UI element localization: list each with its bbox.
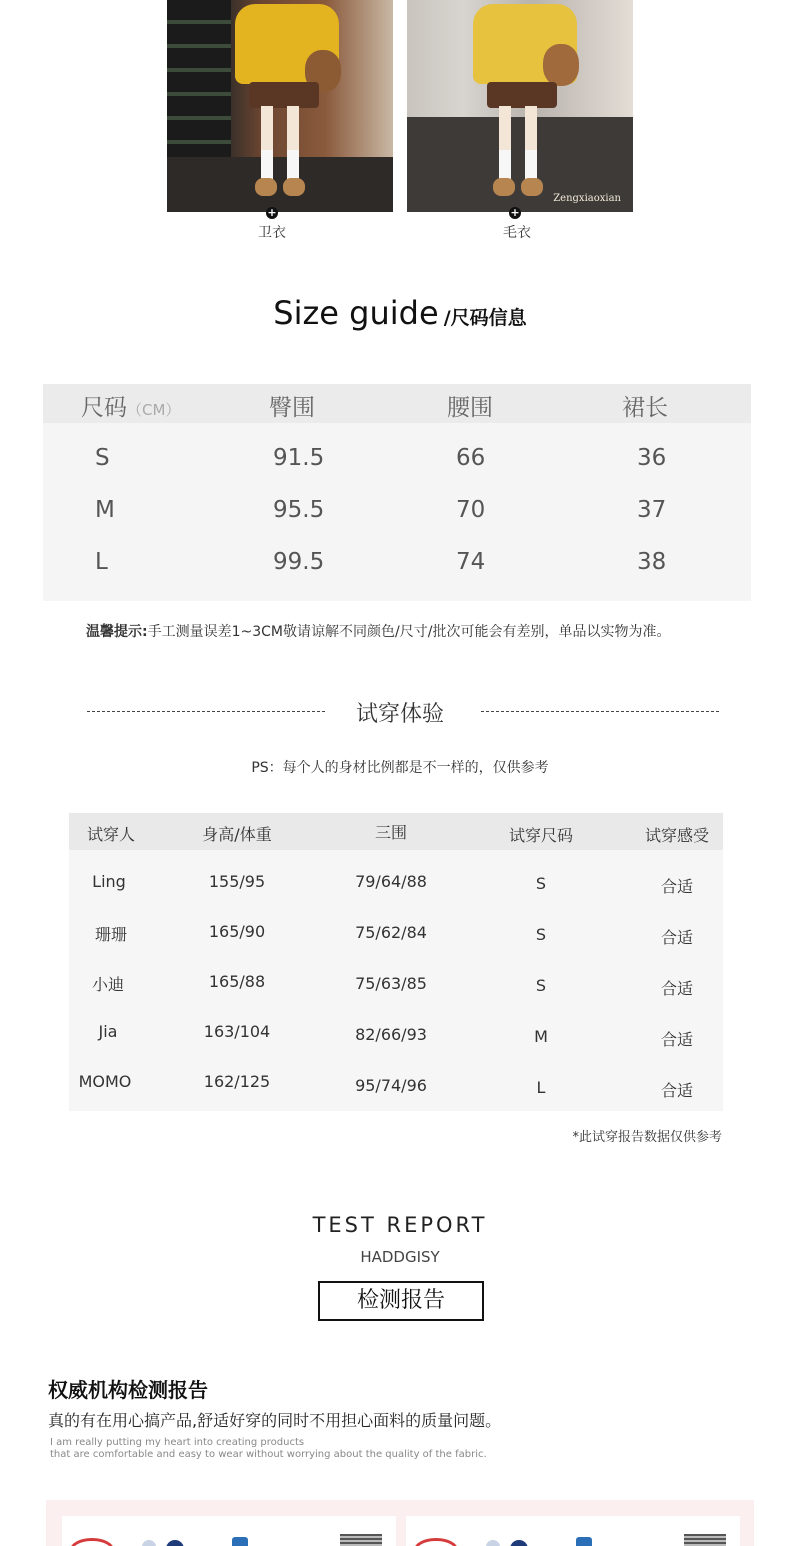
hip-header: 臀围 <box>269 395 315 421</box>
height-weight-cell: 165/90 <box>208 922 266 941</box>
height-weight-cell: 155/95 <box>208 872 266 891</box>
length-header: 裙长 <box>622 395 668 421</box>
size-cell: L <box>95 549 108 575</box>
test-report-title: TEST REPORT <box>312 1213 488 1237</box>
hip-cell: 99.5 <box>273 549 325 575</box>
size-guide-title-cn: /尺码信息 <box>443 307 527 329</box>
waist-header: 腰围 <box>447 395 493 421</box>
measurements-cell: 95/74/96 <box>355 1076 427 1095</box>
shoe <box>493 178 515 196</box>
length-cell: 36 <box>637 445 667 471</box>
english-line: I am really putting my heart into creating products <box>50 1437 305 1448</box>
plus-icon[interactable]: + <box>267 206 277 219</box>
shoe <box>283 178 305 196</box>
unit-label: （CM） <box>127 401 181 419</box>
size-cell: S <box>95 445 110 471</box>
height-weight-cell: 165/88 <box>208 972 266 991</box>
try-on-title: 试穿体验 <box>355 702 444 727</box>
size-cell: S <box>535 925 547 944</box>
size-header <box>81 389 180 422</box>
size-table <box>43 384 751 601</box>
qr-code-icon <box>340 1534 382 1546</box>
photo-caption-hoodie: 卫衣 <box>258 225 286 241</box>
sock <box>261 150 273 180</box>
outfit-photo-hoodie <box>167 0 393 212</box>
measurements-cell: 75/62/84 <box>355 923 427 942</box>
size-cell: M <box>534 1027 548 1046</box>
try-on-note: *此试穿报告数据仅供参考 <box>572 1130 722 1145</box>
size-header-label: 尺码 <box>81 395 127 421</box>
size-tip <box>86 621 670 641</box>
tester-cell: 小迪 <box>91 975 125 994</box>
tester-cell: Jia <box>98 1022 118 1041</box>
cert-logo-icon <box>510 1540 528 1546</box>
try-on-ps: PS：每个人的身材比例都是不一样的，仅供参考 <box>251 760 549 776</box>
height-weight-cell: 162/125 <box>203 1072 271 1091</box>
cert-logo-icon <box>576 1537 592 1546</box>
tester-cell: MOMO <box>78 1072 132 1091</box>
tester-cell: Ling <box>92 872 126 891</box>
seal-icon <box>414 1538 458 1546</box>
brand-name: HADDGISY <box>360 1248 440 1266</box>
dashed-divider <box>481 711 719 712</box>
authority-report-subtitle: 真的有在用心搞产品,舒适好穿的同时不用担心面料的质量问题。 <box>48 1411 502 1430</box>
tester-cell: 珊珊 <box>94 925 128 944</box>
size-guide-title-en: Size guide <box>273 294 439 332</box>
model-figure <box>225 0 345 212</box>
hip-cell: 91.5 <box>273 445 325 471</box>
plus-icon[interactable]: + <box>510 206 520 219</box>
cert-logo-icon <box>232 1537 248 1546</box>
tip-label: 温馨提示: <box>86 624 148 640</box>
waist-cell: 70 <box>456 497 486 523</box>
test-report-button[interactable]: 检测报告 <box>318 1281 484 1321</box>
waist-cell: 66 <box>456 445 486 471</box>
measurements-cell: 79/64/88 <box>355 872 427 891</box>
length-cell: 38 <box>637 549 667 575</box>
certificate-image[interactable] <box>406 1516 740 1546</box>
header-height-weight: 身高/体重 <box>202 825 272 844</box>
photo-watermark: Zengxiaoxian <box>553 193 621 204</box>
shoe <box>255 178 277 196</box>
header-measurements: 三围 <box>374 823 408 842</box>
authority-report-title: 权威机构检测报告 <box>48 1378 208 1402</box>
tip-text: 手工测量误差1~3CM敬请谅解不同颜色/尺寸/批次可能会有差别，单品以实物为准。 <box>147 624 671 640</box>
qr-code-icon <box>684 1534 726 1546</box>
header-size: 试穿尺码 <box>508 826 574 845</box>
outfit-photo-sweater <box>407 0 633 212</box>
size-cell: L <box>536 1078 546 1097</box>
certificates-strip <box>46 1500 754 1546</box>
teddy-bear-bag <box>543 44 579 86</box>
waist-cell: 74 <box>456 549 486 575</box>
cert-logo-icon <box>142 1540 156 1546</box>
photo-caption-sweater: 毛衣 <box>503 225 531 241</box>
size-cell: S <box>535 976 547 995</box>
try-on-table <box>69 813 723 1111</box>
english-line: that are comfortable and easy to wear without worrying about the quality of the fabric. <box>50 1449 487 1460</box>
size-cell: M <box>95 497 115 523</box>
measurements-cell: 82/66/93 <box>355 1025 427 1044</box>
feel-cell: 合适 <box>660 1081 694 1100</box>
length-cell: 37 <box>637 497 667 523</box>
hip-cell: 95.5 <box>273 497 325 523</box>
certificate-image[interactable] <box>62 1516 396 1546</box>
cert-logo-icon <box>166 1540 184 1546</box>
brown-skirt <box>487 82 557 108</box>
cert-logo-icon <box>486 1540 500 1546</box>
header-tester: 试穿人 <box>86 825 136 844</box>
try-on-table-header <box>69 813 723 850</box>
sock <box>525 150 537 180</box>
size-cell: S <box>535 874 547 893</box>
size-guide-title <box>0 294 800 332</box>
authority-report-english <box>50 1437 487 1461</box>
size-table-header <box>43 384 751 423</box>
feel-cell: 合适 <box>660 979 694 998</box>
seal-icon <box>70 1538 114 1546</box>
model-figure <box>463 0 583 212</box>
feel-cell: 合适 <box>660 1030 694 1049</box>
sock <box>499 150 511 180</box>
height-weight-cell: 163/104 <box>203 1022 271 1041</box>
feel-cell: 合适 <box>660 928 694 947</box>
brown-skirt <box>249 82 319 108</box>
measurements-cell: 75/63/85 <box>355 974 427 993</box>
feel-cell: 合适 <box>660 877 694 896</box>
shoe <box>521 178 543 196</box>
header-feel: 试穿感受 <box>644 826 710 845</box>
sock <box>287 150 299 180</box>
